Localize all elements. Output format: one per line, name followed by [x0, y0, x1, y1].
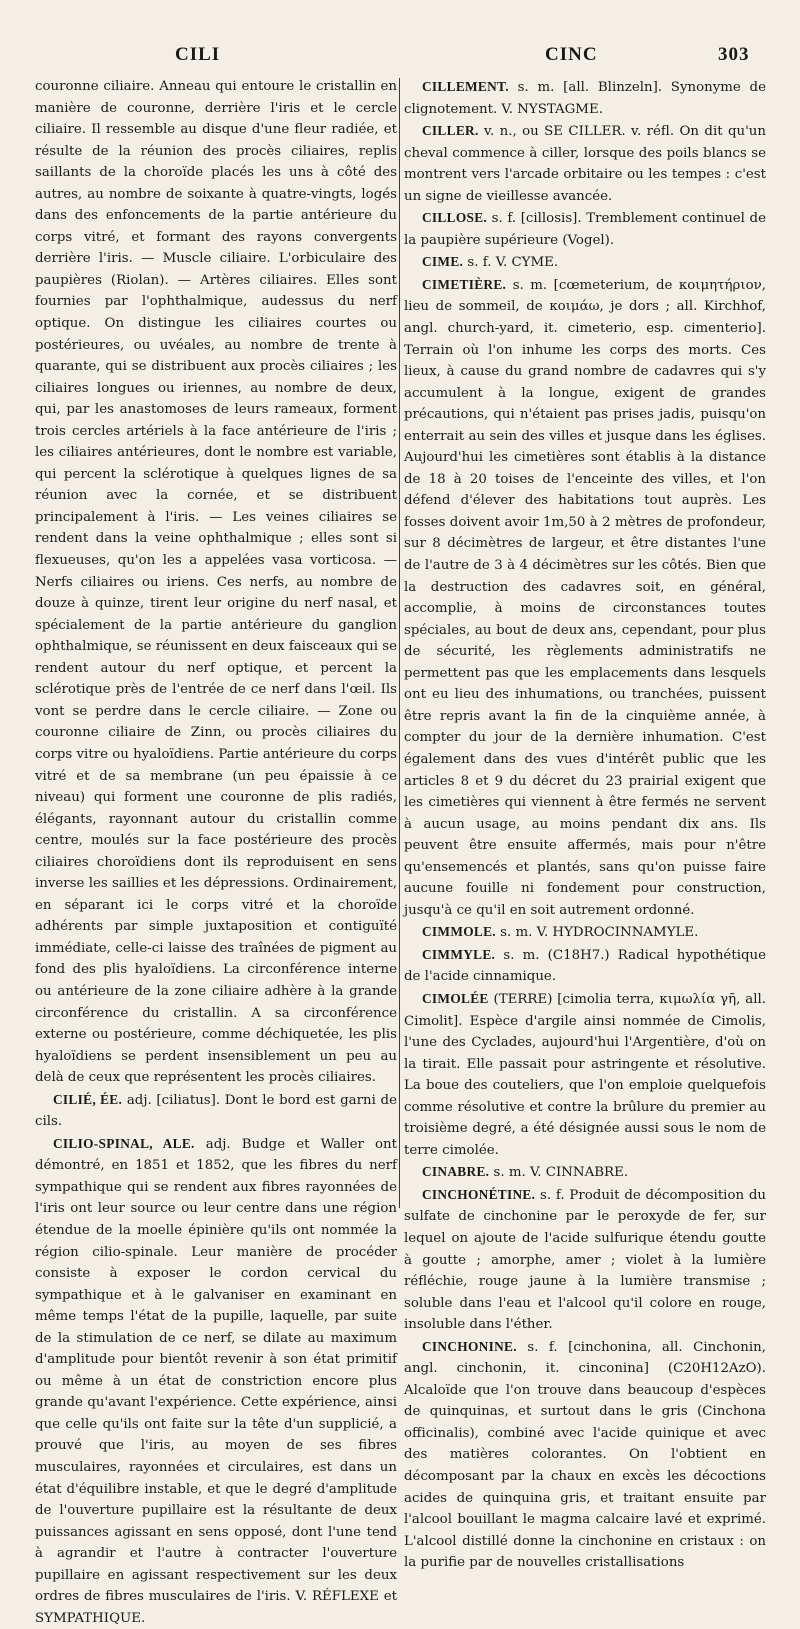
page-number: 303 [718, 44, 750, 65]
entry-headword: CIME. [422, 254, 464, 270]
entry-headword: CILIÉ, ÉE. [53, 1091, 123, 1107]
dictionary-entry [35, 1089, 397, 1133]
entry-text: s. m. V. CINNABRE. [489, 1165, 629, 1181]
entry-text: (TERRE) [cimolia terra, κιμωλία γῆ, all. Cimolit]. Espèce d'argile ainsi nommée de Cimolis, l'une des Cyclades, aujourd'hui l'Argentière, d'où on la tirait. Elle passait pour astringente et résolutive. La boue des couteliers, que l'on emploie quelquefois comme résolutive et contre la brûlure du premier au troisième degré, a été désignée aussi sous le nom de terre cimolée. [404, 991, 766, 1158]
entry-text: s. m. (C18H7.) Radical hypothétique de l'acide cinnamique. [404, 947, 766, 985]
dictionary-entry [404, 988, 766, 1161]
entry-text: couronne ciliaire. Anneau qui entoure le cristallin en manière de couronne, derrière l'iris et le cercle ciliaire. Il ressemble au disque d'une fleur radiée, et résulte de la réunion des procès ciliaires, replis saillants de la choroïde placés les uns à côté des autres, au nombre de soixante à quatre-vingts, logés dans des enfoncements de la partie antérieure du corps vitré, et formant des rayons convergents derrière l'iris. — Muscle ciliaire. L'orbiculaire des paupières (Riolan). — Artères ciliaires. Elles sont fournies par l'ophthalmique, audessus du nerf optique. On distingue les ciliaires courtes ou postérieures, ou uvéales, au nombre de trente à quarante, qui se distribuent aux procès ciliaires ; les ciliaires longues ou iriennes, au nombre de deux, qui, par les anastomoses de leurs rameaux, forment trois cercles artériels à la face antérieure de l'iris ; les ciliaires antérieures, dont le nombre est variable, qui percent la sclérotique à quelques lignes de sa réunion avec la cornée, et se distribuent principalement à l'iris. — Les veines ciliaires se rendent dans la veine ophthalmique ; elles sont si flexueuses, qu'on les a appelées vasa vorticosa. — Nerfs ciliaires ou iriens. Ces nerfs, au nombre de douze à quinze, tirent leur origine du nerf nasal, et spécialement de la partie antérieure du ganglion ophthalmique, se réunissent en deux faisceaux qui se rendent autour du nerf optique, et percent la sclérotique près de l'entrée de ce nerf dans l'œil. Ils vont se perdre dans le cercle ciliaire. — Zone ou couronne ciliaire de Zinn, ou procès ciliaires du corps vitre ou hyaloïdiens. Partie antérieure du corps vitré et de sa membrane (un peu épaissie à ce niveau) qui forment une couronne de plis radiés, élégants, rayonnant autour du cristallin comme centre, moulés sur la face postérieure des procès ciliaires choroïdiens dont ils reproduisent en sens inverse les saillies et les dépressions. Ordinairement, en séparant ici le corps vitré et la choroïde adhérents par simple juxtaposition et contiguïté immédiate, celle-ci laisse des traînées de pigment au fond des plis hyaloïdiens. La circonférence interne ou antérieure de la zone ciliaire adhère à la grande circonférence du cristallin. A sa circonférence externe ou postérieure, comme déchiquetée, les plis hyaloïdiens se perdent insensiblement un peu au delà de ceux que représentent les procès ciliaires. [35, 79, 397, 1086]
entry-headword: CILLEMENT. [422, 79, 509, 94]
dictionary-entry [404, 120, 766, 207]
entry-text: s. f. Produit de décomposition du sulfate de cinchonine par le peroxyde de fer, sur lequel on ajoute de l'acide sulfurique étendu goutte à goutte ; amorphe, amer ; violet à la lumière réfléchie, rouge jaune à la lumière transmise ; soluble dans l'eau et l'alcool qu'il colore en rouge, insoluble dans l'éther. [404, 1187, 766, 1333]
entry-headword: CILLOSE. [422, 210, 488, 226]
entry-text: adj. Budge et Waller ont démontré, en 1851 et 1852, que les fibres du nerf sympathique qui se rendent aux fibres rayonnées de l'iris ont leur source ou leur centre dans une région étendue de la moelle épinière qu'ils ont nommée la région cilio-spinale. Leur manière de procéder consiste à exposer le cordon cervical du sympathique et à le galvaniser en examinant en même temps l'état de la pupille, laquelle, par suite de la stimulation de ce nerf, se dilate au maximum d'amplitude pour bientôt revenir à son état primitif ou même à un état de constriction encore plus grande qu'avant l'expérience. Cette expérience, ainsi que celle qu'ils ont faite sur la tête d'un supplicié, a prouvé que l'iris, au moyen de ses fibres musculaires, rayonnées et circulaires, est dans un état d'équilibre instable, et que le degré d'amplitude de l'ouverture pupillaire est la résultante de deux puissances agissant en sens opposé, dont l'une tend à agrandir et l'autre à contracter l'ouverture pupillaire en agissant respectivement sur les deux ordres de fibres musculaires de l'iris. V. RÉFLEXE et SYMPATHIQUE. [35, 1136, 397, 1626]
entry-text: s. m. V. HYDROCINNAMYLE. [495, 925, 699, 941]
entry-text: s. f. [cillosis]. Tremblement continuel de la paupière supérieure (Vogel). [404, 211, 766, 248]
dictionary-entry [404, 1161, 766, 1184]
entry-headword: CIMETIÈRE. [422, 276, 507, 292]
entry-headword: CIMMOLE. [422, 924, 496, 940]
dictionary-entry [35, 1133, 397, 1629]
entry-headword: CINABRE. [422, 1164, 490, 1180]
dictionary-entry [404, 274, 766, 921]
dictionary-entry [404, 76, 766, 120]
entry-text: v. n., ou SE CILLER. v. réfl. On dit qu'un cheval commence à ciller, lorsque des poils blancs se montrent vers l'arcade orbitaire ou les tempes : c'est un signe de vieillesse avancée. [404, 124, 766, 204]
right-column [404, 76, 766, 1574]
entry-text: s. m. [cœmeterium, de κοιμητήριον, lieu de sommeil, de κοιμάω, je dors ; all. Kirchhof, angl. church-yard, it. cimeterio, esp. cimenterio]. Terrain où l'on inhume les corps des morts. Ces lieux, à cause du grand nombre de cadavres qui s'y accumulent à la longue, exigent de grandes précautions, qui n'étaient pas prises jadis, puisqu'on enterrait au sein des villes et jusque dans les églises. Aujourd'hui les cimetières sont établis à la distance de 18 à 20 toises de l'enceinte des villes, et l'on défend d'élever des habitations tout auprès. Les fosses doivent avoir 1m,50 à 2 mètres de profondeur, sur 8 décimètres de largeur, et être distantes l'une de l'autre de 3 à 4 décimètres sur les côtés. Bien que la destruction des cadavres soit, en général, accomplie, à moins de circonstances toutes spéciales, au bout de deux ans, cependant, pour plus de sécurité, les règlements administratifs ne permettent pas que les emplacements dans lesquels ont eu lieu des inhumations, ou tranchées, puissent être repris avant la fin de la cinquième année, à compter du jour de la dernière inhumation. C'est également dans des vues d'intérêt public que les articles 8 et 9 du décret du 23 prairial exigent que les cimetières qui viennent à être fermés ne servent à aucun usage, au moins pendant dix ans. Ils peuvent être ensuite affermés, mais pour n'être qu'ensemencés et plantés, sans qu'on puisse faire aucune fouille ni fondement pour construction, jusqu'à ce qu'il en soit autrement ordonné. [404, 277, 766, 918]
entry-text: s. f. [cinchonina, all. Cinchonin, angl. cinchonin, it. cinconina] (C20H12AzO). Alcaloïde que l'on trouve dans beaucoup d'espèces de quinquinas, et surtout dans le gris (Cinchona officinalis), combiné avec l'acide quinique et avec des matières colorantes. On l'obtient en décomposant par la chaux en excès les décoctions acides de quinquina gris, et traitant ensuite par l'alcool bouillant le magma calcaire lavé et exprimé. L'alcool distillé donne la cinchonine en cristaux : on la purifie par de nouvelles cristallisations [404, 1339, 766, 1571]
column-divider [399, 78, 400, 1208]
entry-continuation [35, 76, 397, 1089]
entry-headword: CIMMYLE. [422, 946, 496, 962]
dictionary-entry [404, 944, 766, 988]
running-head-right: CINC [545, 44, 598, 65]
left-column [35, 76, 397, 1629]
entry-headword: CINCHONINE. [422, 1338, 517, 1354]
entry-headword: CIMOLÉE [422, 990, 489, 1006]
dictionary-entry [404, 1336, 766, 1574]
entry-text: s. f. V. CYME. [463, 255, 559, 271]
entry-headword: CILLER. [422, 123, 479, 139]
entry-headword: CILIO-SPINAL, ALE. [53, 1135, 195, 1151]
entry-text: s. m. [all. Blinzeln]. Synonyme de clignotement. V. NYSTAGME. [404, 80, 766, 117]
dictionary-entry [404, 207, 766, 251]
page-header [0, 44, 800, 74]
dictionary-entry [404, 251, 766, 274]
entry-headword: CINCHONÉTINE. [422, 1186, 536, 1202]
dictionary-entry [404, 921, 766, 944]
running-head-left: CILI [175, 44, 221, 65]
entry-text: adj. [ciliatus]. Dont le bord est garni de cils. [35, 1092, 397, 1130]
dictionary-entry [404, 1184, 766, 1336]
